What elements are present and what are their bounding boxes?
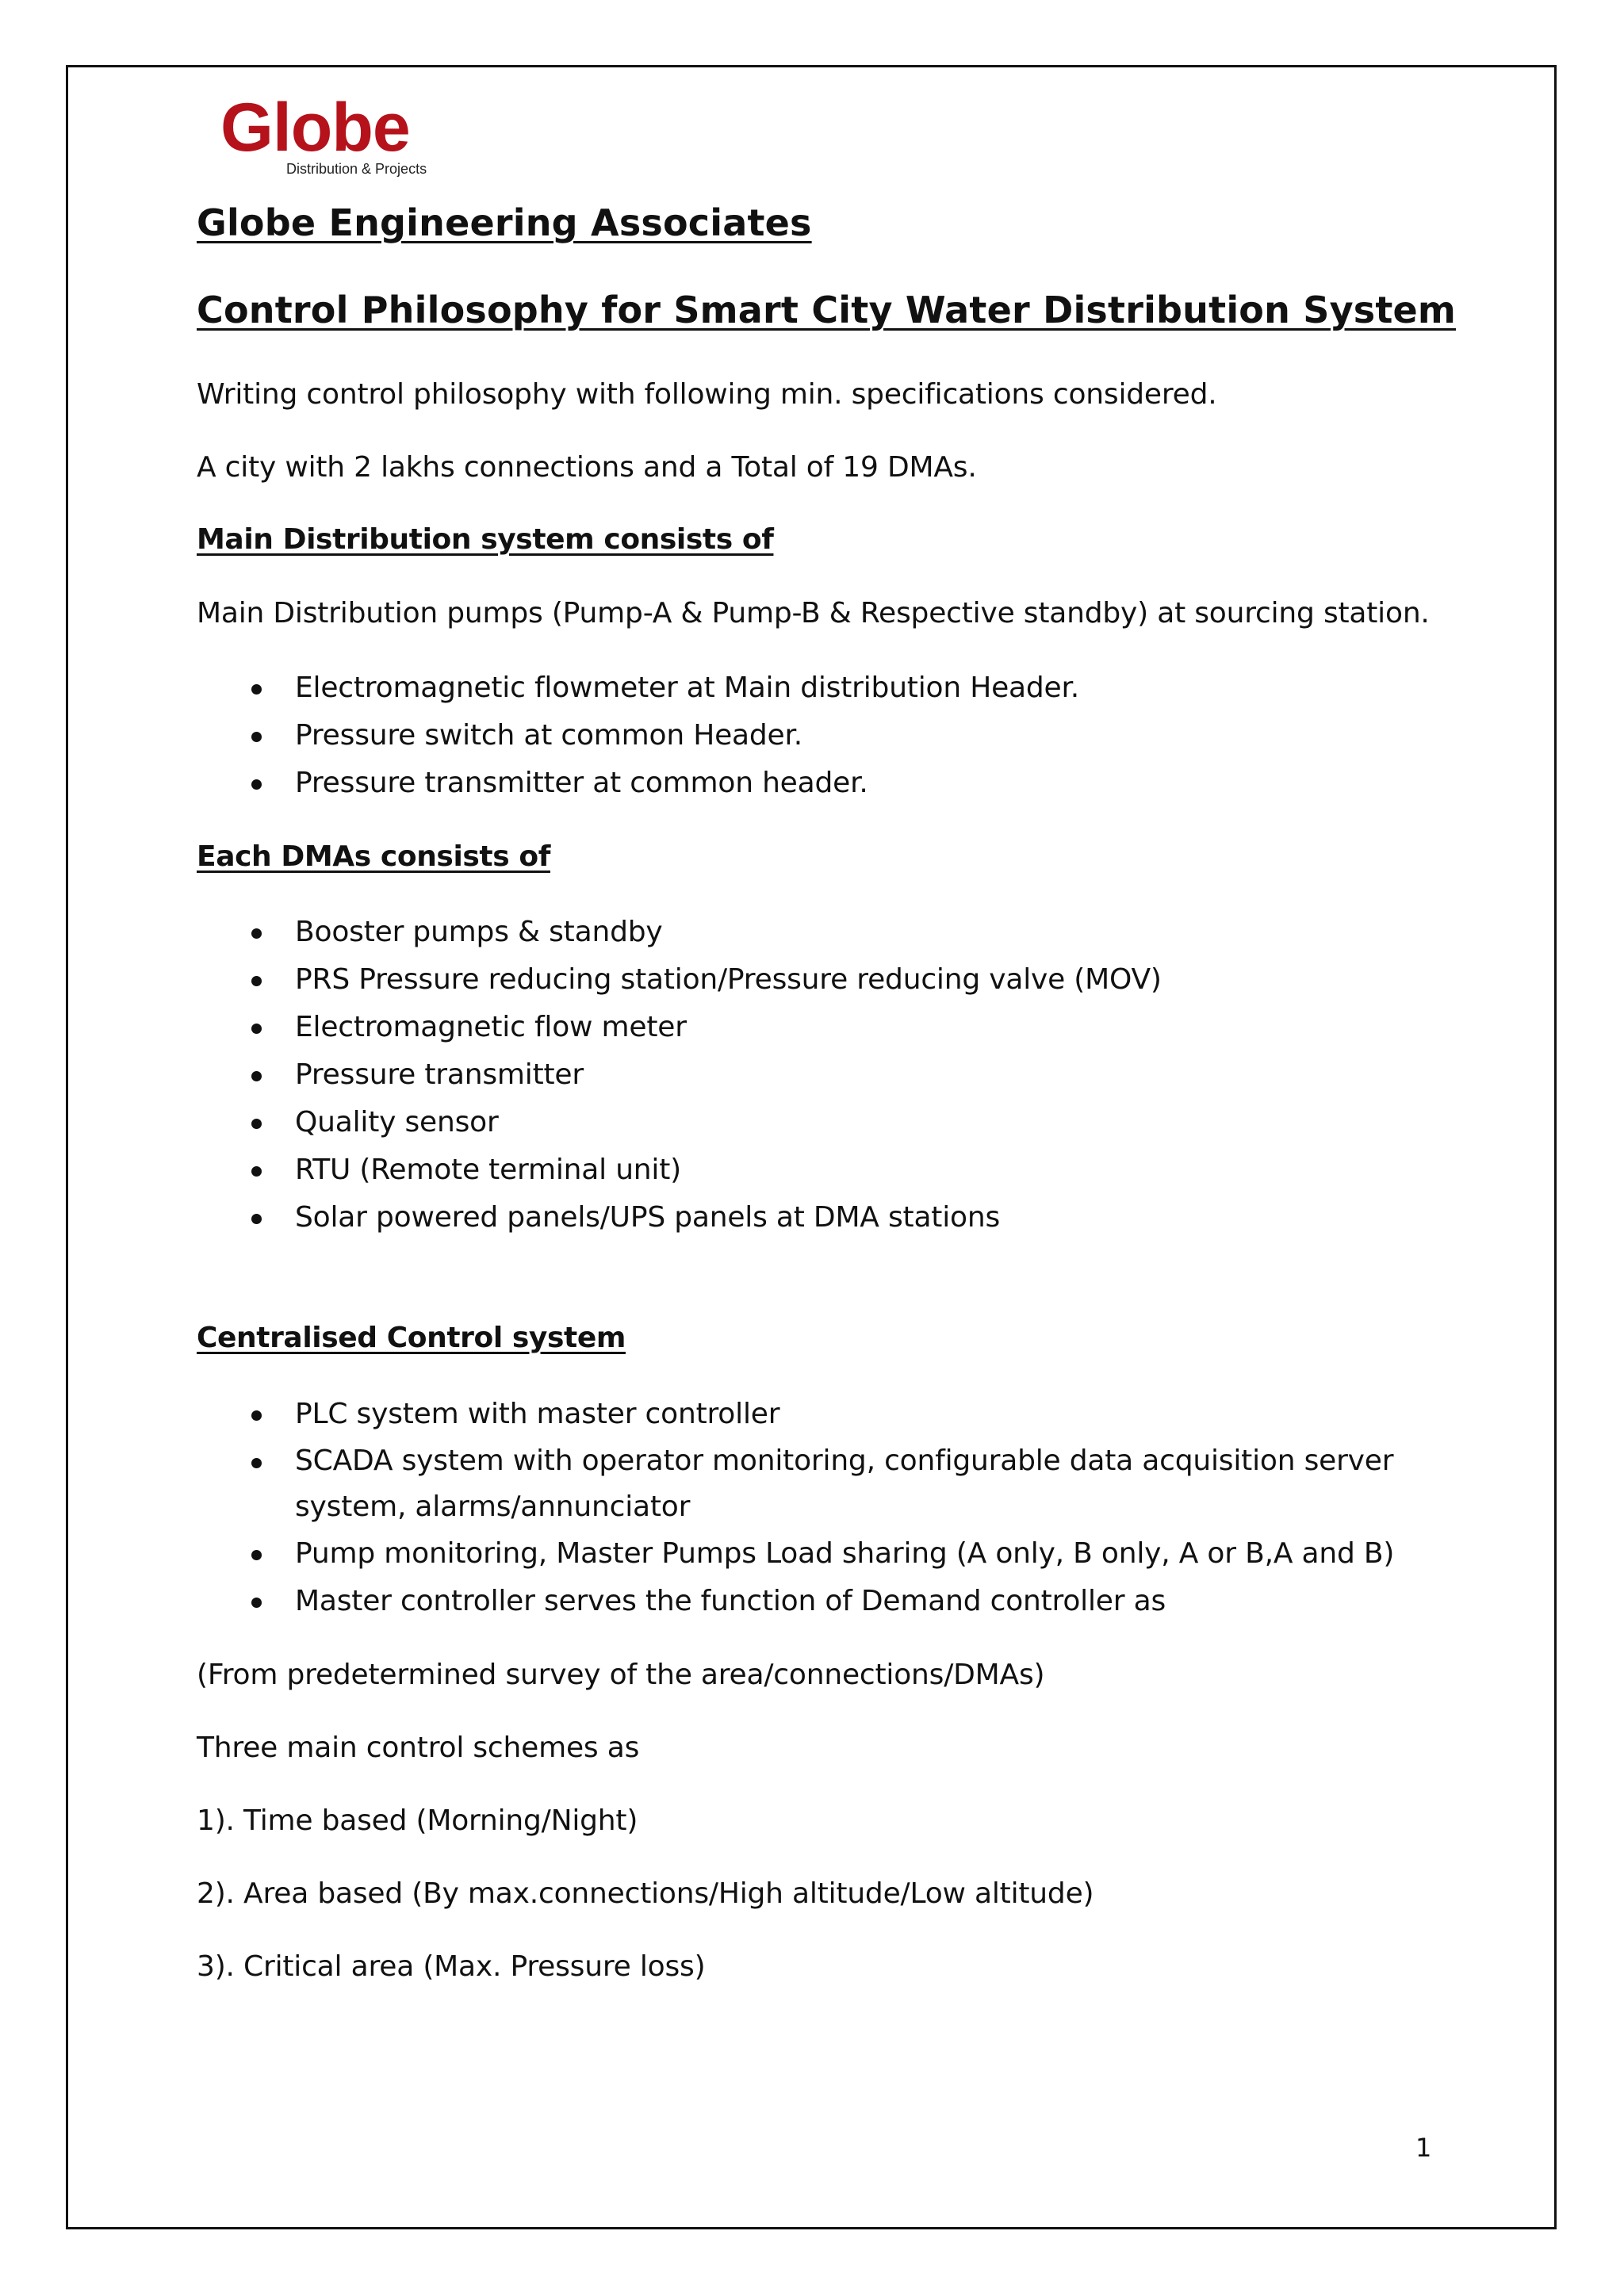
list-item: RTU (Remote terminal unit) [197, 1146, 1162, 1194]
logo-tagline: Distribution & Projects [286, 161, 427, 177]
bullet-icon [251, 779, 262, 790]
list-item: SCADA system with operator monitoring, configurable data acquisition server system, alarms/annunciator [197, 1438, 1469, 1530]
dma-heading: Each DMAs consists of [197, 840, 550, 873]
list-item: Solar powered panels/UPS panels at DMA stations [197, 1194, 1162, 1242]
main-distribution-heading: Main Distribution system consists of [197, 523, 774, 556]
globe-logo [220, 90, 474, 181]
intro-line: Writing control philosophy with following min. specifications considered. [197, 378, 1217, 411]
schemes-intro: Three main control schemes as [197, 1732, 640, 1764]
main-distribution-text: Main Distribution pumps (Pump-A & Pump-B & Respective standby) at sourcing station. [197, 597, 1430, 629]
list-item: Pressure transmitter [197, 1051, 1162, 1099]
bullet-icon [251, 1598, 262, 1608]
list-item: PRS Pressure reducing station/Pressure reducing valve (MOV) [197, 956, 1162, 1004]
bullet-icon [251, 732, 262, 742]
survey-note: (From predetermined survey of the area/connections/DMAs) [197, 1659, 1045, 1691]
list-item: Electromagnetic flow meter [197, 1004, 1162, 1051]
list-item: Electromagnetic flowmeter at Main distribution Header. [197, 664, 1079, 712]
bullet-icon [251, 928, 262, 939]
scheme-item: 3). Critical area (Max. Pressure loss) [197, 1950, 706, 1983]
list-item: Pump monitoring, Master Pumps Load sharing (A only, B only, A or B,A and B) [197, 1530, 1469, 1578]
bullet-icon [251, 1024, 262, 1034]
intro-line: A city with 2 lakhs connections and a Total of 19 DMAs. [197, 451, 977, 484]
bullet-icon [251, 1119, 262, 1129]
scheme-item: 2). Area based (By max.connections/High altitude/Low altitude) [197, 1877, 1094, 1910]
scheme-item: 1). Time based (Morning/Night) [197, 1804, 638, 1837]
list-item: Master controller serves the function of Demand controller as [197, 1578, 1469, 1625]
bullet-icon [251, 976, 262, 986]
logo-wordmark: Globe [220, 90, 410, 166]
list-item: Quality sensor [197, 1099, 1162, 1146]
list-item: Pressure transmitter at common header. [197, 760, 1079, 807]
document-title: Control Philosophy for Smart City Water Distribution System [197, 289, 1457, 331]
list-item: PLC system with master controller [197, 1391, 1469, 1438]
central-control-heading: Centralised Control system [197, 1322, 626, 1354]
bullet-icon [251, 684, 262, 695]
bullet-icon [251, 1166, 262, 1177]
central-control-list [197, 1391, 1469, 1625]
main-distribution-list [197, 664, 1079, 807]
bullet-icon [251, 1214, 262, 1224]
bullet-icon [251, 1410, 262, 1421]
page-number: 1 [1415, 2133, 1432, 2163]
dma-list [197, 909, 1162, 1242]
list-item: Booster pumps & standby [197, 909, 1162, 956]
list-item: Pressure switch at common Header. [197, 712, 1079, 760]
bullet-icon [251, 1071, 262, 1081]
company-title: Globe Engineering Associates [197, 201, 812, 244]
bullet-icon [251, 1550, 262, 1560]
bullet-icon [251, 1458, 262, 1468]
